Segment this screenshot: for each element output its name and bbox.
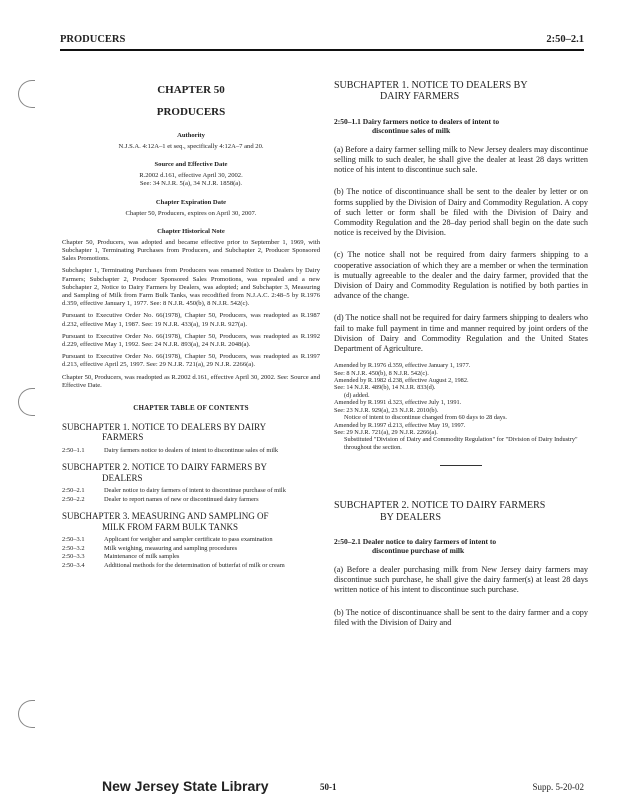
subchapter-heading-line: SUBCHAPTER 2. NOTICE TO DAIRY FARMERS [334, 500, 546, 512]
source-heading: Source and Effective Date [154, 161, 228, 169]
history-line: Amended by R.1997 d.213, effective May 19, 1997. [334, 421, 466, 429]
toc-entry[interactable] [62, 447, 320, 455]
toc-entry[interactable] [62, 562, 320, 570]
toc-entry-number: 2:50–2.2 [62, 495, 85, 503]
history-paragraph: Chapter 50, Producers, was readopted as R.2002 d.161, effective April 30, 2002. See: Source and Effective Date. [62, 373, 320, 389]
page-footer [62, 778, 584, 798]
toc-entry-text: Applicant for weigher and sampler certificate to pass examination [104, 536, 273, 544]
history-paragraph: Chapter 50, Producers, was adopted and became effective prior to September 1, 1969, with Subchapter 1, Terminating Purchases from Producers, and Subchapter 2, Producer Sponsored Sales Promotions. [62, 238, 320, 263]
history-paragraph: Pursuant to Executive Order No. 66(1978), Chapter 50, Producers, was readopted as R.1997 d.213, effective April 25, 1997. See: 29 N.J.R. 721(a), 29 N.J.R. 2266(a). [62, 353, 320, 369]
chapter-number: CHAPTER 50 [157, 84, 225, 96]
toc-entry[interactable] [62, 496, 320, 504]
toc-entry[interactable] [62, 553, 320, 561]
toc-entry-number: 2:50–2.1 [62, 487, 85, 495]
section-paragraph: (c) The notice shall not be required from dairy farmers shipping to a cooperative association of which they are a member or when the termination is mutually agreeable to the dealer and the dairy farmer, provided that the Division of Dairy and Commodity Regulation is notified by both parties in advance of the change. [334, 250, 588, 301]
section-paragraph: (a) Before a dealer purchasing milk from New Jersey dairy farmers may discontinue such purchase, he shall give the dairy farmer(s) at least 28 days written notice of his intent to discontinue such purchase. [334, 564, 588, 595]
running-header [60, 32, 584, 51]
toc-entry[interactable] [62, 536, 320, 544]
page-number: 50-1 [320, 782, 337, 792]
chapter-title: PRODUCERS [156, 106, 226, 118]
header-section-number: 2:50–2.1 [546, 34, 584, 45]
history-line: See: 23 N.J.R. 929(a), 23 N.J.R. 2010(b). [334, 406, 439, 414]
supplement-date: Supp. 5-20-02 [532, 782, 584, 792]
toc-heading-line: MILK FROM FARM BULK TANKS [102, 521, 238, 532]
toc-subchapter-heading[interactable] [62, 511, 320, 532]
toc-entry-number: 2:50–3.1 [62, 536, 85, 544]
history-line: (d) added. [344, 391, 370, 399]
subchapter-heading-line: DAIRY FARMERS [380, 91, 460, 103]
header-title: PRODUCERS [60, 34, 126, 45]
section-history-notes [334, 362, 588, 451]
source-text [62, 172, 320, 188]
toc-heading-line: SUBCHAPTER 1. NOTICE TO DEALERS BY DAIRY [62, 422, 267, 433]
toc-heading-line: FARMERS [102, 432, 144, 443]
section-paragraph: (b) The notice of discontinuance shall be sent to the dealer by letter or on forms supplied by the Division of Dairy and Commodity Regulation. A copy of such letter or form shall be filed with the Division of Dairy and Commodity Regulation and the 28–day period shall begin on the date such notice is received by the Division. [334, 187, 588, 238]
library-stamp: New Jersey State Library [102, 778, 269, 794]
history-line: Amended by R.1991 d.323, effective July 1, 1991. [334, 399, 462, 407]
subchapter-heading-line: BY DEALERS [380, 511, 442, 523]
toc-heading-line: SUBCHAPTER 2. NOTICE TO DAIRY FARMERS BY [62, 462, 267, 473]
section-2-50-2-1-heading [334, 537, 588, 555]
punch-hole-mark [18, 700, 35, 728]
history-paragraph: Subchapter 1, Terminating Purchases from Producers was renamed Notice to Dealers by Dairy Farmers; Subchapter 2, Producer Sponsored Sales Promotions, was repealed and a new Subchapter 2, Notice to Dairy Farmers by Dealers, was adopted; and Subchapter 3, Measuring and Sampling of Milk from Farm Bulk Tanks, was recodified from N.J.A.C. 2:48–5 by R.1976 d.359, effective January 1, 1977. See: 8 N.J.R. 450(b), 8 N.J.R. 542(c). [62, 267, 320, 308]
toc-entry-text: Dealer to report names of new or discontinued dairy farmers [104, 495, 259, 503]
history-line: Amended by R.1976 d.359, effective January 1, 1977. [334, 362, 471, 370]
toc-entry-text: Maintenance of milk samples [104, 553, 180, 561]
section-paragraph: (b) The notice of discontinuance shall be sent to the dairy farmer and a copy filed with the Division of Dairy and [334, 607, 588, 627]
toc-entry-number: 2:50–3.3 [62, 553, 85, 561]
toc-title: CHAPTER TABLE OF CONTENTS [133, 404, 249, 413]
section-divider [440, 465, 482, 466]
subchapter-2-heading [334, 500, 588, 523]
toc-entry-text: Additional methods for the determination of butterfat of milk or cream [104, 562, 285, 570]
history-notes [62, 239, 320, 390]
history-line: See: 14 N.J.R. 489(b), 14 N.J.R. 833(d). [334, 384, 436, 392]
subchapter-1-heading [334, 80, 588, 103]
history-line: See: 8 N.J.R. 450(b), 8 N.J.R. 542(c). [334, 369, 429, 377]
history-line: Notice of intent to discontinue changed from 60 days to 28 days. [344, 414, 507, 422]
history-line: Amended by R.1982 d.238, effective August 2, 1982. [334, 377, 469, 385]
history-heading: Chapter Historical Note [157, 227, 225, 235]
toc-entry[interactable] [62, 487, 320, 495]
toc-subchapter [62, 422, 320, 454]
section-2-50-1-1-heading [334, 117, 588, 135]
section-heading-line: discontinue sales of milk [372, 125, 451, 135]
source-line: See: 34 N.J.R. 5(a), 34 N.J.R. 1858(a). [139, 180, 243, 188]
right-column [334, 78, 588, 640]
toc-entry-text: Dealer notice to dairy farmers of intent to discontinue purchase of milk [104, 487, 286, 495]
history-paragraph: Pursuant to Executive Order No. 66(1978), Chapter 50, Producers, was readopted as R.1987 d.232, effective May 1, 1987. See: 19 N.J.R. 433(a), 19 N.J.R. 927(a). [62, 312, 320, 328]
toc-subchapter-heading[interactable] [62, 462, 320, 483]
left-column [62, 78, 320, 571]
toc-heading-line: SUBCHAPTER 3. MEASURING AND SAMPLING OF [62, 511, 269, 522]
authority-text: N.J.S.A. 4:12A–1 et seq., specifically 4:12A–7 and 20. [118, 143, 264, 150]
toc-entry-text: Milk weighing, measuring and sampling procedures [104, 544, 238, 552]
punch-hole-mark [18, 80, 35, 108]
toc-subchapter-heading[interactable] [62, 422, 320, 443]
punch-hole-mark [18, 388, 35, 416]
authority-heading: Authority [177, 132, 205, 139]
section-heading-line: 2:50–2.1 Dealer notice to dairy farmers of intent to [334, 536, 497, 546]
section-paragraph: (a) Before a dairy farmer selling milk to New Jersey dealers may discontinue selling milk to such dealer, he shall give the dealer at least 28 days written notice of his intent to discontinue such sale. [334, 144, 588, 175]
toc-entry-number: 2:50–3.4 [62, 562, 85, 570]
toc-subchapter [62, 511, 320, 569]
section-paragraph: (d) The notice shall not be required for dairy farmers shipping to dealers who fail to make full payment in time and manner required by joint orders of the Division of Dairy and Commodity Regulation and the United States Department of Agriculture. [334, 313, 588, 354]
source-line: R.2002 d.161, effective April 30, 2002. [139, 172, 243, 180]
expiration-heading: Chapter Expiration Date [155, 198, 227, 206]
toc-heading-line: DEALERS [102, 472, 143, 483]
history-paragraph: Pursuant to Executive Order No. 66(1978), Chapter 50, Producers, was readopted as R.1992 d.229, effective May 1, 1992. See: 24 N.J.R. 893(a), 24 N.J.R. 2048(a). [62, 332, 320, 349]
subchapter-heading-line: SUBCHAPTER 1. NOTICE TO DEALERS BY [334, 80, 528, 91]
section-heading-line: discontinue purchase of milk [372, 545, 465, 555]
toc-entry-text: Dairy farmers notice to dealers of intent to discontinue sales of milk [104, 446, 279, 454]
expiration-text: Chapter 50, Producers, expires on April 30, 2007. [125, 209, 257, 217]
history-line: Substituted "Division of Dairy and Commodity Regulation" for "Division of Dairy Industry" throughout the section. [344, 436, 578, 451]
history-line: See: 29 N.J.R. 721(a), 29 N.J.R. 2266(a). [334, 428, 438, 436]
toc-entry-number: 2:50–3.2 [62, 544, 85, 552]
toc-entry[interactable] [62, 545, 320, 553]
toc-subchapter [62, 462, 320, 503]
section-heading-line: 2:50–1.1 Dairy farmers notice to dealers of intent to [334, 116, 500, 126]
toc-entry-number: 2:50–1.1 [62, 446, 85, 454]
